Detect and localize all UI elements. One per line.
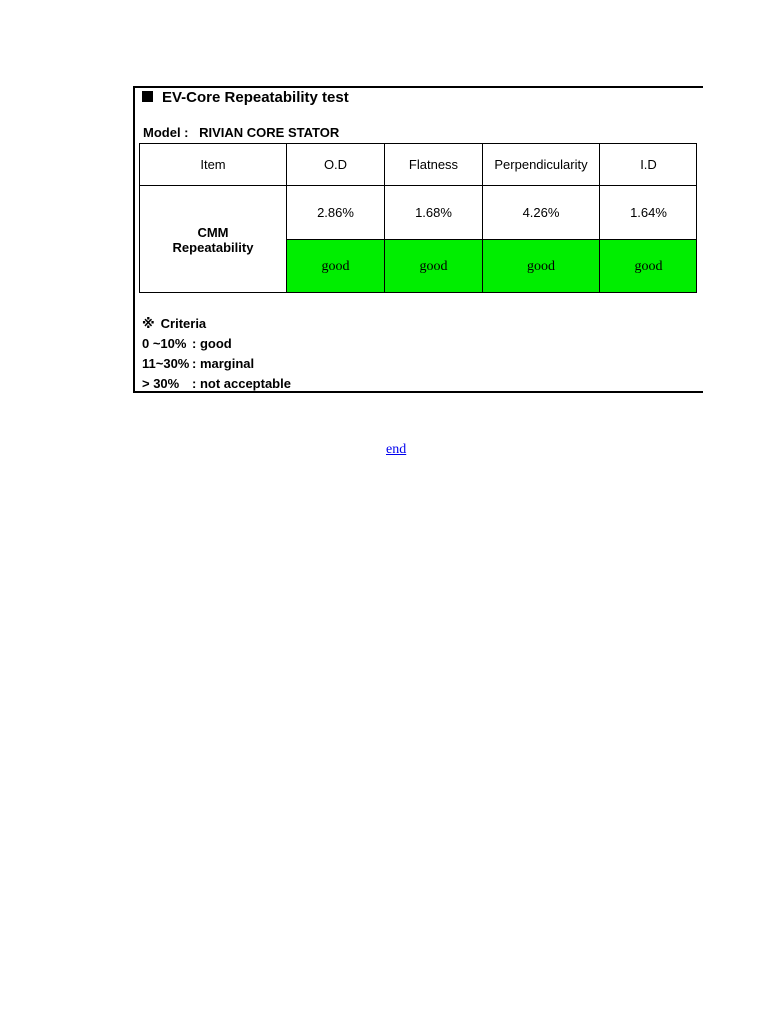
criteria-row — [142, 334, 291, 354]
row-label-line1: CMM — [197, 224, 229, 240]
table-bottom-border — [139, 292, 697, 293]
criteria-desc: : not acceptable — [192, 376, 291, 391]
header-od: O.D — [286, 143, 384, 185]
criteria-desc: : good — [192, 336, 232, 351]
header-perpendicularity: Perpendicularity — [482, 143, 599, 185]
rating-id: good — [599, 239, 697, 293]
criteria-desc: : marginal — [192, 356, 255, 371]
header-flatness: Flatness — [384, 143, 482, 185]
report-title — [142, 88, 349, 108]
header-item: Item — [139, 143, 286, 185]
model-line — [143, 124, 339, 142]
table-right-border — [696, 143, 697, 293]
criteria-row — [142, 354, 291, 374]
report-title-text: EV-Core Repeatability test — [162, 89, 349, 106]
criteria-heading-text: Criteria — [160, 316, 207, 331]
criteria-range: 0 ~10% — [142, 336, 187, 351]
reference-mark-icon: ※ — [142, 316, 155, 331]
header-id: I.D — [599, 143, 697, 185]
row-label-cmm-repeatability — [139, 185, 286, 293]
rating-perpendicularity: good — [482, 239, 599, 293]
rating-flatness: good — [384, 239, 482, 293]
criteria-row — [142, 374, 291, 394]
criteria-heading — [142, 314, 291, 334]
value-perpendicularity: 4.26% — [482, 185, 599, 240]
rating-od: good — [286, 239, 384, 293]
repeatability-table — [139, 143, 703, 293]
model-value: RIVIAN CORE STATOR — [199, 125, 340, 140]
value-flatness: 1.68% — [384, 185, 482, 240]
square-bullet-icon — [142, 91, 153, 102]
value-id: 1.64% — [599, 185, 697, 240]
criteria-range: 11~30% — [142, 356, 190, 371]
row-label-line2: Repeatability — [172, 239, 254, 255]
criteria-block — [142, 314, 291, 394]
model-label: Model : — [143, 125, 189, 140]
criteria-range: > 30% — [142, 376, 180, 391]
value-od: 2.86% — [286, 185, 384, 240]
end-link[interactable]: end — [386, 442, 407, 457]
